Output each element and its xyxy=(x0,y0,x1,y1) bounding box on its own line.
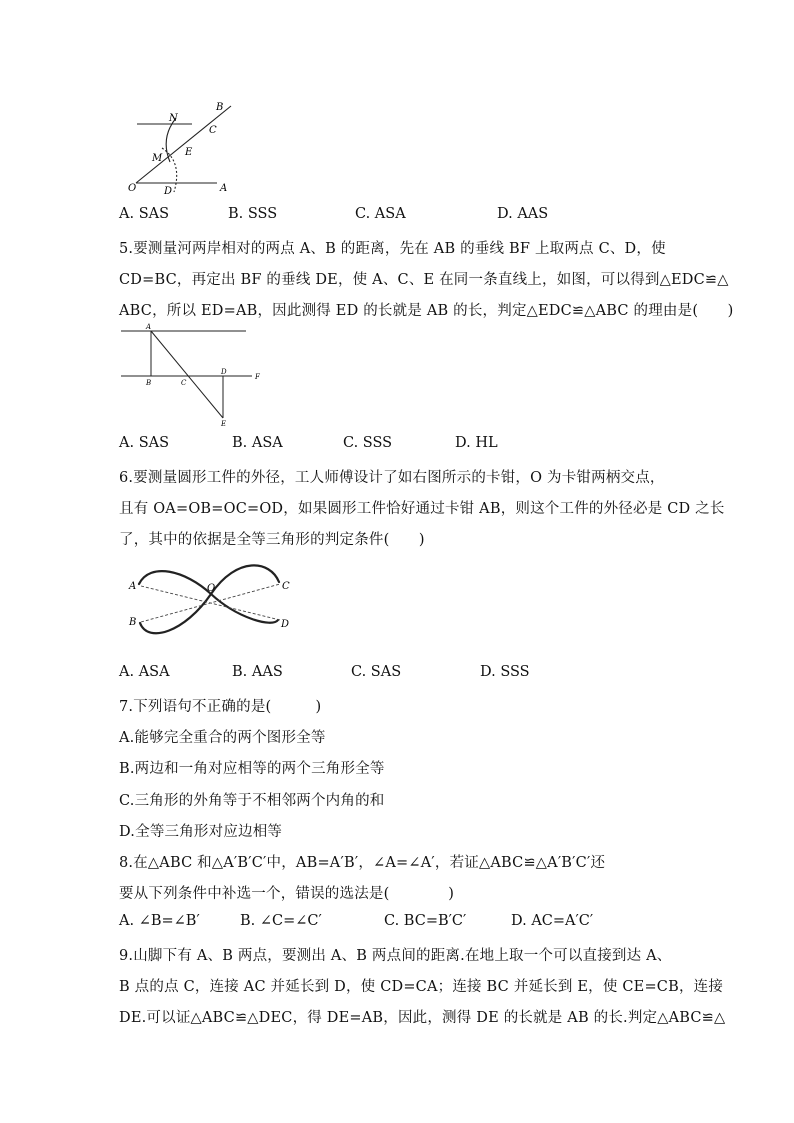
fig1-label-C: C xyxy=(209,125,217,136)
q7-choice-a: A.能够完全重合的两个图形全等 xyxy=(119,730,326,746)
q5-option-a: A. SAS xyxy=(119,435,170,451)
q7-choice-c: C.三角形的外角等于不相邻两个内角的和 xyxy=(119,793,385,809)
q9-line-2: B 点的点 C，连接 AC 并延长到 D，使 CD=CA；连接 BC 并延长到 E，使 CE=CB，连接 xyxy=(119,979,724,995)
q6-line-1: 6.要测量圆形工件的外径，工人师傅设计了如右图所示的卡钳，O 为卡钳两柄交点， xyxy=(119,470,665,486)
q6-option-c: C. SAS xyxy=(351,664,402,680)
fig2-label-E: E xyxy=(221,420,227,428)
fig1-label-O: O xyxy=(128,183,137,194)
fig3-label-D: D xyxy=(281,619,290,630)
q8-option-d: D. AC=A′C′ xyxy=(511,913,594,929)
q8-option-b: B. ∠C=∠C′ xyxy=(240,913,322,929)
q7-choice-d: D.全等三角形对应边相等 xyxy=(119,824,283,840)
q5-option-c: C. SSS xyxy=(343,435,393,451)
fig2-label-F: F xyxy=(255,373,260,381)
q6-option-b: B. AAS xyxy=(232,664,283,680)
fig1-label-A: A xyxy=(220,183,228,194)
fig3-label-A: A xyxy=(129,581,137,592)
q4-option-c: C. ASA xyxy=(355,206,406,222)
q8-line-2: 要从下列条件中补选一个，错误的选法是( ) xyxy=(119,886,455,902)
q9-line-3: DE.可以证△ABC≌△DEC，得 DE=AB，因此，测得 DE 的长就是 AB 的长.判定△ABC≌△ xyxy=(119,1010,726,1026)
fig1-label-B: B xyxy=(216,102,224,113)
q6-line-2: 且有 OA=OB=OC=OD，如果圆形工件恰好通过卡钳 AB，则这个工件的外径必是 CD 之长 xyxy=(119,501,725,517)
q8-option-c: C. BC=B′C′ xyxy=(384,913,467,929)
q9-line-1: 9.山脚下有 A、B 两点，要测出 A、B 两点间的距离.在地上取一个可以直接到达 A、 xyxy=(119,948,672,964)
fig2-label-B: B xyxy=(146,379,152,387)
q5-option-b: B. ASA xyxy=(232,435,283,451)
q4-option-b: B. SSS xyxy=(228,206,278,222)
q7-stem: 7.下列语句不正确的是( ) xyxy=(119,699,322,715)
q4-option-a: A. SAS xyxy=(119,206,170,222)
q5-line-2: CD=BC，再定出 BF 的垂线 DE，使 A、C、E 在同一条直线上，如图，可以得到△EDC≌△ xyxy=(119,272,729,288)
q5-line-3: ABC，所以 ED=AB，因此测得 ED 的长就是 AB 的长，判定△EDC≌△ABC 的理由是( ) xyxy=(119,303,734,319)
fig2-label-A: A xyxy=(146,323,152,331)
fig2-label-C: C xyxy=(181,379,187,387)
fig1-label-D: D xyxy=(164,186,173,197)
q8-line-1: 8.在△ABC 和△A′B′C′中，AB=A′B′，∠A=∠A′，若证△ABC≌△A′B′C′还 xyxy=(119,855,606,871)
q8-option-a: A. ∠B=∠B′ xyxy=(119,913,200,929)
fig3-label-O: O xyxy=(207,583,216,594)
fig1-label-N: N xyxy=(169,113,178,124)
q5-line-1: 5.要测量河两岸相对的两点 A、B 的距离，先在 AB 的垂线 BF 上取两点 C、D，使 xyxy=(119,241,666,257)
q6-line-3: 了，其中的依据是全等三角形的判定条件( ) xyxy=(119,532,425,548)
q6-option-a: A. ASA xyxy=(119,664,170,680)
q4-option-d: D. AAS xyxy=(497,206,549,222)
fig2-label-D: D xyxy=(221,368,227,376)
fig1-label-E: E xyxy=(185,147,193,158)
fig3-label-C: C xyxy=(282,581,290,592)
fig1-label-M: M xyxy=(152,153,163,164)
q5-option-d: D. HL xyxy=(455,435,498,451)
q7-choice-b: B.两边和一角对应相等的两个三角形全等 xyxy=(119,761,385,777)
q6-option-d: D. SSS xyxy=(480,664,530,680)
fig3-label-B: B xyxy=(129,617,137,628)
